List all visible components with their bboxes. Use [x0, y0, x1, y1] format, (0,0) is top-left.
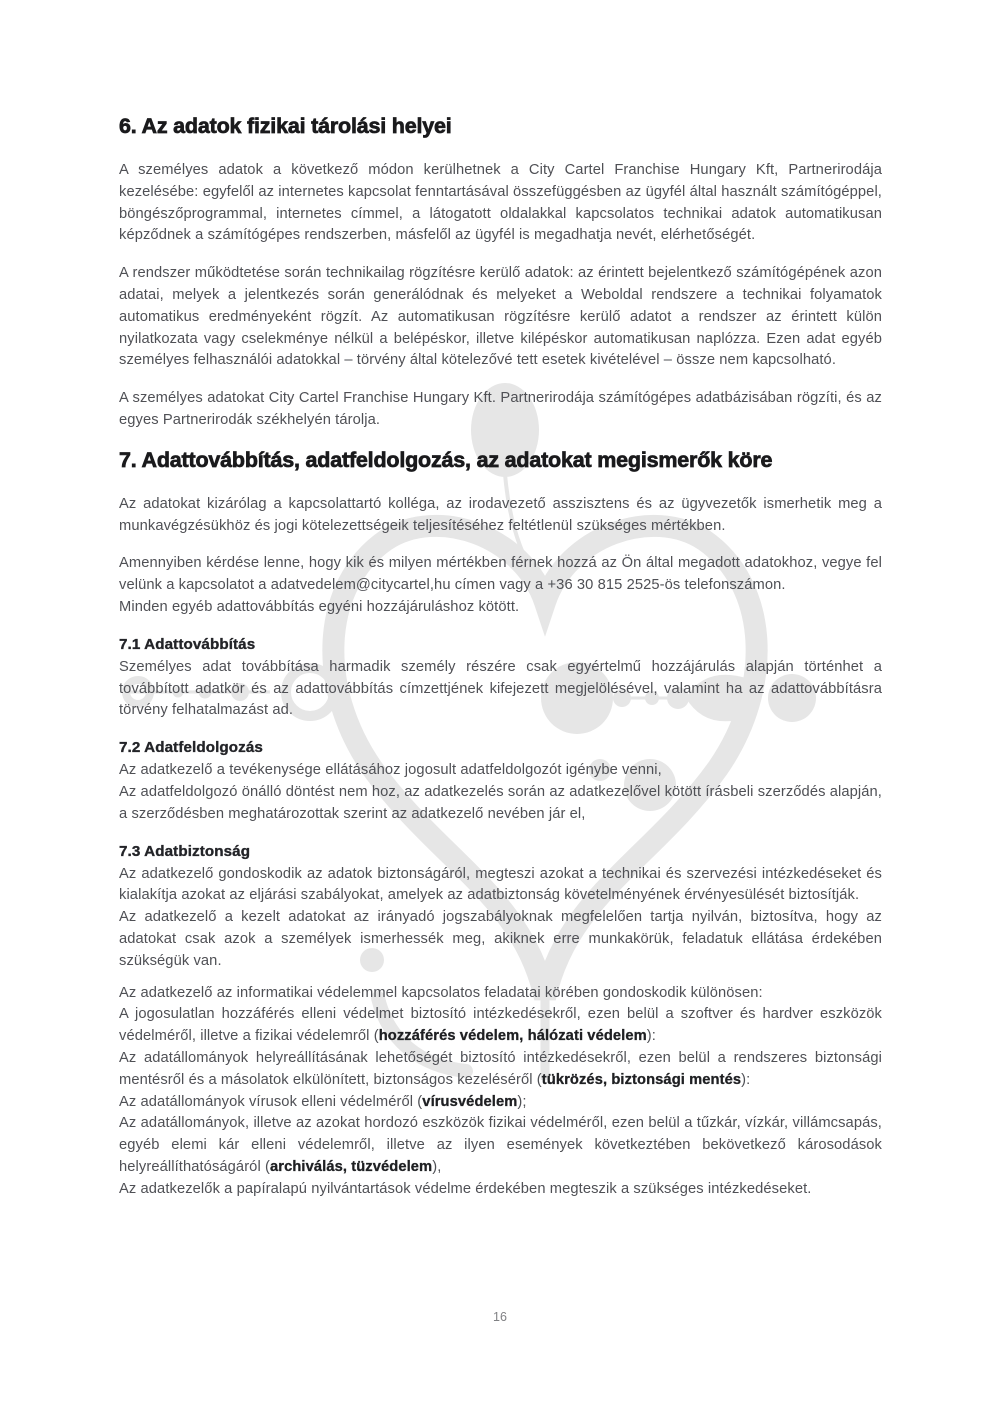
- duty-text: Az adatállományok, illetve az azokat hordozó eszközök fizikai védelméről, ezen belül a tűzkár, vízkár, villámcsapás, egyéb elemi kár elleni védelemről, illetve az ilyen események következtében bekövetkező károsodások helyreállíthatóságáról (: [119, 1115, 882, 1175]
- duty-text-end: ),: [432, 1158, 442, 1175]
- security-duties-block: [119, 983, 882, 1201]
- duty-text-end: ):: [741, 1071, 751, 1088]
- duty-text: Az adatállományok vírusok elleni védelméről (: [119, 1093, 423, 1110]
- section-7-3-heading: 7.3 Adatbiztonság: [119, 842, 251, 860]
- duty-text-end: ):: [646, 1028, 656, 1045]
- section-7-3-paragraph-2: Az adatkezelő a kezelt adatokat az irányadó jogszabályoknak megfelelően tartja nyilván, biztosítva, hogy az adatokat csak azok a személyek ismerhessék meg, akiknek erre munkakörük, feladatuk ellátása érdekében szükségük van.: [119, 909, 882, 969]
- section-7-2-heading: 7.2 Adatfeldolgozás: [119, 739, 263, 757]
- section-6-paragraph-2: A rendszer működtetése során technikailag rögzítésre kerülő adatok: az érintett bejelentkező számítógépének azon adatai, melyek a jelentkezés során generálódnak és melyeket a Weboldal rendszere a technikai folyamatok automatikus eredményeként rögzít. Az automatikusan rögzítésre kerülő adatot a rendszer az érintett külön nyilatkozata vagy cselekménye nélkül a belépéskor, illetve kilépéskor automatikusan naplózza. Ezen adat egyéb személyes felhasználói adatokkal – törvény által kötelezővé tett esetek kivételével – össze nem kapcsolható.: [119, 265, 882, 369]
- section-7-3-paragraph-1: Az adatkezelő gondoskodik az adatok biztonságáról, megteszi azokat a technikai és szervezési intézkedéseket és kialakítja azokat az eljárási szabályokat, amelyek az adatbiztonság követelményének érvényesülését biztosítják.: [119, 865, 882, 904]
- duty-term: tükrözés, biztonsági mentés: [541, 1071, 742, 1088]
- section-7-consent-note: Minden egyéb adattovábbítás egyéni hozzájáruláshoz kötött.: [119, 598, 520, 615]
- duty-term: vírusvédelem: [422, 1093, 518, 1110]
- section-7-paragraph-1: Az adatokat kizárólag a kapcsolattartó kolléga, az irodavezető asszisztens és az ügyvezetők ismerhetik meg a munkavégzésükhöz és jogi kötelezettségeik teljesítéséhez feltétlenül szükséges mértékben.: [119, 495, 882, 534]
- section-7-2-line-1: Az adatkezelő a tevékenysége ellátásához jogosult adatfeldolgozót igénybe venni,: [119, 762, 662, 779]
- security-duty-item: [119, 1048, 882, 1092]
- security-duties-intro: Az adatkezelő az informatikai védelemmel kapcsolatos feladatai körében gondoskodik különösen:: [119, 984, 763, 1001]
- section-6-paragraph-3: A személyes adatokat City Cartel Franchise Hungary Kft. Partnerirodája számítógépes adatbázisában rögzíti, és az egyes Partnerirodák székhelyén tárolja.: [119, 390, 882, 428]
- security-duty-item: [119, 1092, 882, 1114]
- section-6-heading: 6. Az adatok fizikai tárolási helyei: [119, 114, 452, 138]
- section-7-1-heading: 7.1 Adattovábbítás: [119, 635, 256, 653]
- page-number: 16: [493, 1310, 507, 1324]
- duty-text: A jogosulatlan hozzáférés elleni védelmet biztosító intézkedésekről, ezen belül a szoftver és hardver eszközök védelméről, illetve a fizikai védelemről (: [119, 1006, 882, 1045]
- section-7-1-paragraph: Személyes adat továbbítása harmadik személy részére csak egyértelmű hozzájárulás alapján történhet a továbbított adatkör és az adattovábbítás címzettjének kifejezett megjelölésével, valamint ha az adattovábbításra törvény felhatalmazást ad.: [119, 658, 882, 719]
- duty-term: hozzáférés védelem, hálózati védelem: [378, 1028, 647, 1045]
- security-duty-item: [119, 1113, 882, 1178]
- section-7-contact-text: Amennyiben kérdése lenne, hogy kik és milyen mértékben férnek hozzá az Ön által megadott adatokhoz, vegye fel velünk a kapcsolatot a adatvedelem@citycartel,hu címen vagy a +36 30 815 2525-ös telefonszámon.: [119, 555, 882, 594]
- security-duty-item: [119, 1004, 882, 1048]
- duty-text: Az adatállományok helyreállításának lehetőségét biztosító intézkedésekről, ezen belül a rendszeres biztonsági mentésről és a másolatok elkülönített, biztonságos kezeléséről (: [119, 1049, 882, 1088]
- duty-term: archiválás, tüzvédelem: [270, 1158, 433, 1175]
- security-duties-closing: Az adatkezelők a papíralapú nyilvántartások védelme érdekében megteszik a szükséges intézkedéseket.: [119, 1180, 812, 1197]
- section-6-paragraph-1: A személyes adatok a következő módon kerülhetnek a City Cartel Franchise Hungary Kft, Partnerirodája kezelésébe: egyfelől az internetes kapcsolat fenntartásával összefüggésben az ügyfél által használt számítógéppel, böngészőprogrammal, internetes címmel, a látogatott oldalakkal kapcsolatos technikai adatok automatikusan képződnek a számítógépes rendszerben, másfelől az ügyfél is megadhatja nevét, elérhetőségét.: [119, 162, 882, 244]
- page-content: [119, 114, 882, 1216]
- section-7-3-block: [119, 864, 882, 973]
- section-7-2-line-2: Az adatfeldolgozó önálló döntést nem hoz, az adatkezelés során az adatkezelővel kötött írásbeli szerződés alapján, a szerződésben meghatározottak szerint az adatkezelő nevében jár el,: [119, 783, 882, 822]
- section-7-heading: 7. Adattovábbítás, adatfeldolgozás, az adatokat megismerők köre: [119, 447, 773, 472]
- section-7-contact-block: [119, 553, 882, 618]
- section-7-2-block: [119, 760, 882, 825]
- duty-text-end: );: [517, 1093, 527, 1110]
